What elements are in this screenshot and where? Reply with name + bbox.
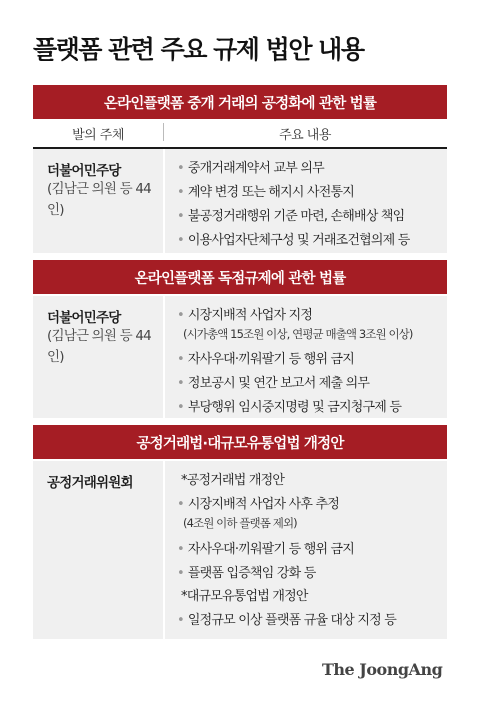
list-item: • 중개거래계약서 교부 의무 [177, 161, 324, 176]
bullet-icon: • [177, 161, 184, 176]
content-cell-2 [165, 296, 447, 418]
list-item: • 정보공시 및 연간 보고서 제출 의무 [177, 376, 370, 391]
section-heading-2: 온라인플랫폼 독점규제에 관한 법률 [33, 260, 447, 294]
bullet-icon: • [177, 613, 184, 628]
bullet-icon: • [177, 308, 184, 323]
list-item: • 이용사업자단체구성 및 거래조건협의제 등 [177, 233, 410, 248]
column-header-content: 주요 내용 [279, 128, 331, 143]
sponsor-detail: (김남근 의원 등 44인) [47, 328, 151, 365]
bullet-icon: • [177, 185, 184, 200]
content-cell-1 [165, 149, 447, 253]
list-item: • 플랫폼 입증책임 강화 등 [177, 566, 316, 581]
subheading: *공정거래법 개정안 [181, 473, 285, 488]
bullet-icon: • [177, 352, 184, 367]
list-item: • 시장지배적 사업자 지정 [177, 308, 313, 323]
bullet-icon: • [177, 376, 184, 391]
sponsor-cell-1 [33, 149, 163, 253]
list-item: • 부당행위 임시중지명령 및 금지청구제 등 [177, 400, 402, 415]
subheading: *대규모유통업법 개정안 [181, 589, 308, 604]
list-item: • 일정규모 이상 플랫폼 규율 대상 지정 등 [177, 613, 396, 628]
column-header-row [33, 117, 447, 149]
sponsor-name: 더불어민주당 [47, 310, 121, 326]
list-item: • 자사우대·끼워팔기 등 행위 금지 [177, 352, 355, 367]
bullet-icon: • [177, 400, 184, 415]
sponsor-cell-2 [33, 296, 163, 418]
bullet-icon: • [177, 566, 184, 581]
bullet-icon: • [177, 233, 184, 248]
list-item-note: (4조원 이하 플랫폼 제외) [183, 516, 297, 530]
section-heading-1: 온라인플랫폼 중개 거래의 공정화에 관한 법률 [33, 85, 447, 119]
bullet-icon: • [177, 209, 184, 224]
bullet-icon: • [177, 497, 184, 512]
list-item: • 자사우대·끼워팔기 등 행위 금지 [177, 542, 355, 557]
sponsor-detail: (김남근 의원 등 44인) [47, 181, 151, 218]
content-cell-3 [165, 461, 447, 639]
sponsor-cell-3 [33, 461, 163, 639]
list-item: • 계약 변경 또는 해지시 사전통지 [177, 185, 355, 200]
sponsor-name: 더불어민주당 [47, 163, 121, 179]
column-header-sponsor: 발의 주체 [72, 128, 124, 143]
list-item-note: (시가총액 15조원 이상, 연평균 매출액 3조원 이상) [183, 327, 413, 341]
page-title: 플랫폼 관련 주요 규제 법안 내용 [33, 35, 364, 64]
bullet-icon: • [177, 542, 184, 557]
source-logo: The JoongAng [322, 660, 443, 679]
section-heading-3: 공정거래법·대규모유통업법 개정안 [33, 425, 447, 459]
sponsor-name: 공정거래위원회 [47, 475, 133, 491]
list-item: • 불공정거래행위 기준 마련, 손해배상 책임 [177, 209, 405, 224]
list-item: • 시장지배적 사업자 사후 추정 [177, 497, 339, 512]
